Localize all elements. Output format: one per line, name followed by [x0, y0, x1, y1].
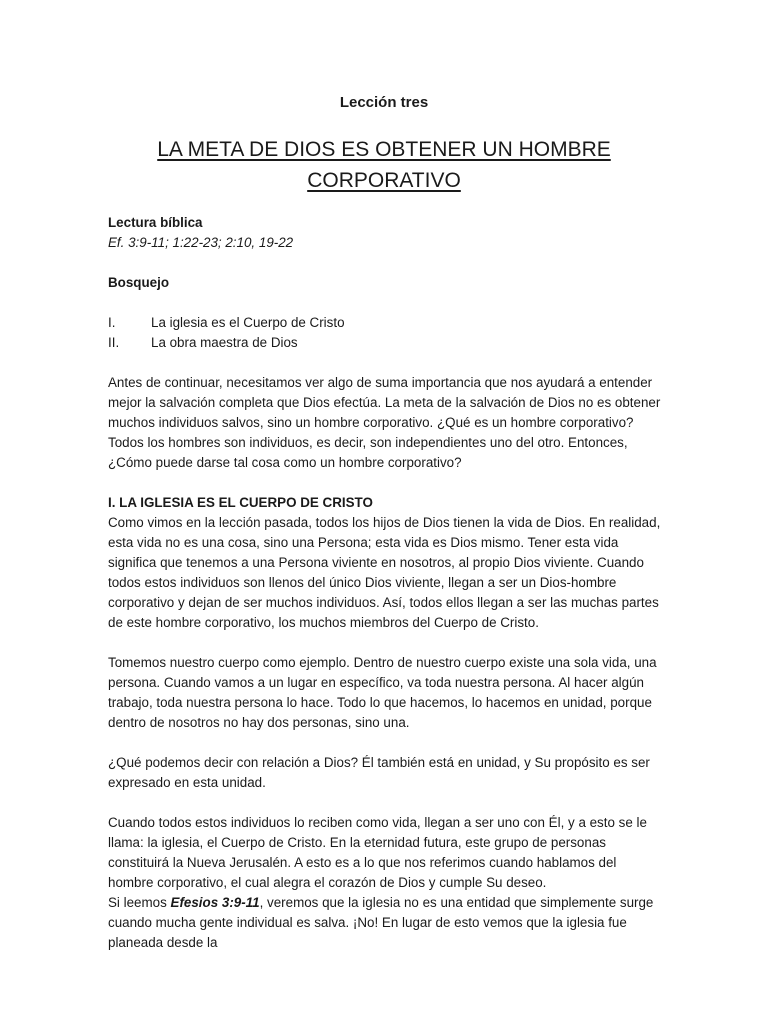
outline-heading: Bosquejo	[108, 275, 170, 290]
section-1-paragraph-5	[108, 893, 664, 953]
section-1-paragraph-4: Cuando todos estos individuos lo reciben como vida, llegan a ser uno con Él, y a esto se le llama: la iglesia, el Cuerpo de Cristo. En la eternidad futura, este grupo de personas constituirá la Nueva Jerusalén. A esto es a lo que nos referimos cuando hablamos del hombre corporativo, el cual alegra el corazón de Dios y cumple Su deseo.	[108, 815, 647, 890]
outline-item-text: La iglesia es el Cuerpo de Cristo	[151, 315, 345, 330]
reading-heading: Lectura bíblica	[108, 215, 203, 230]
outline-section	[108, 273, 664, 353]
section-1-paragraph-1: Como vimos en la lección pasada, todos los hijos de Dios tienen la vida de Dios. En realidad, esta vida no es una cosa, sino una Persona; esta vida es Dios mismo. Tener esta vida significa que tenemos a una Persona viviente en nosotros, al propio Dios viviente. Cuando todos estos individuos son llenos del único Dios viviente, llegan a ser un Dios-hombre corporativo y dejan de ser muchos individuos. Así, todos ellos llegan a ser las muchas partes de este hombre corporativo, los muchos miembros del Cuerpo de Cristo.	[108, 515, 661, 630]
section-1-paragraph-2-block	[108, 653, 664, 733]
scripture-reference: Efesios 3:9-11	[170, 895, 260, 910]
reading-refs: Ef. 3:9-11; 1:22-23; 2:10, 19-22	[108, 235, 294, 250]
section-1-paragraph-3-block	[108, 753, 664, 793]
outline-item-text: La obra maestra de Dios	[151, 335, 298, 350]
outline-item	[108, 313, 664, 333]
page-title-line-2: CORPORATIVO	[307, 169, 461, 192]
outline-item-number: II.	[108, 335, 120, 350]
reading-section	[108, 213, 664, 253]
section-1-paragraph-3: ¿Qué podemos decir con relación a Dios? Él también está en unidad, y Su propósito es ser expresado en esta unidad.	[108, 755, 650, 790]
section-1-heading: I. LA IGLESIA ES EL CUERPO DE CRISTO	[108, 495, 373, 510]
page-title-line-1: LA META DE DIOS ES OBTENER UN HOMBRE	[157, 138, 611, 161]
lesson-label: Lección tres	[339, 94, 429, 111]
page-title	[0, 134, 768, 196]
paragraph-5-lead: Si leemos	[108, 895, 171, 910]
section-1-paragraph-2: Tomemos nuestro cuerpo como ejemplo. Dentro de nuestro cuerpo existe una sola vida, una persona. Cuando vamos a un lugar en específico, va toda nuestra persona. Al hacer algún trabajo, toda nuestra persona lo hace. Todo lo que hacemos, lo hacemos en unidad, porque dentro de nosotros no hay dos personas, sino una.	[108, 655, 657, 730]
section-1	[108, 493, 664, 633]
intro-paragraph	[108, 373, 664, 473]
intro-text: Antes de continuar, necesitamos ver algo de suma importancia que nos ayudará a entender mejor la salvación completa que Dios efectúa. La meta de la salvación de Dios no es obtener muchos individuos salvos, sino un hombre corporativo. ¿Qué es un hombre corporativo? Todos los hombres son individuos, es decir, son independientes uno del otro. Entonces, ¿Cómo puede darse tal cosa como un hombre corporativo?	[108, 375, 661, 470]
outline-item	[108, 333, 664, 353]
outline-item-number: I.	[108, 315, 116, 330]
section-1-paragraph-4-block	[108, 813, 664, 953]
paragraph-5-body: , veremos que la iglesia no es una entidad que simplemente surge cuando mucha gente individual es salva. ¡No! En lugar de esto vemos que la iglesia fue planeada desde la	[108, 895, 654, 950]
